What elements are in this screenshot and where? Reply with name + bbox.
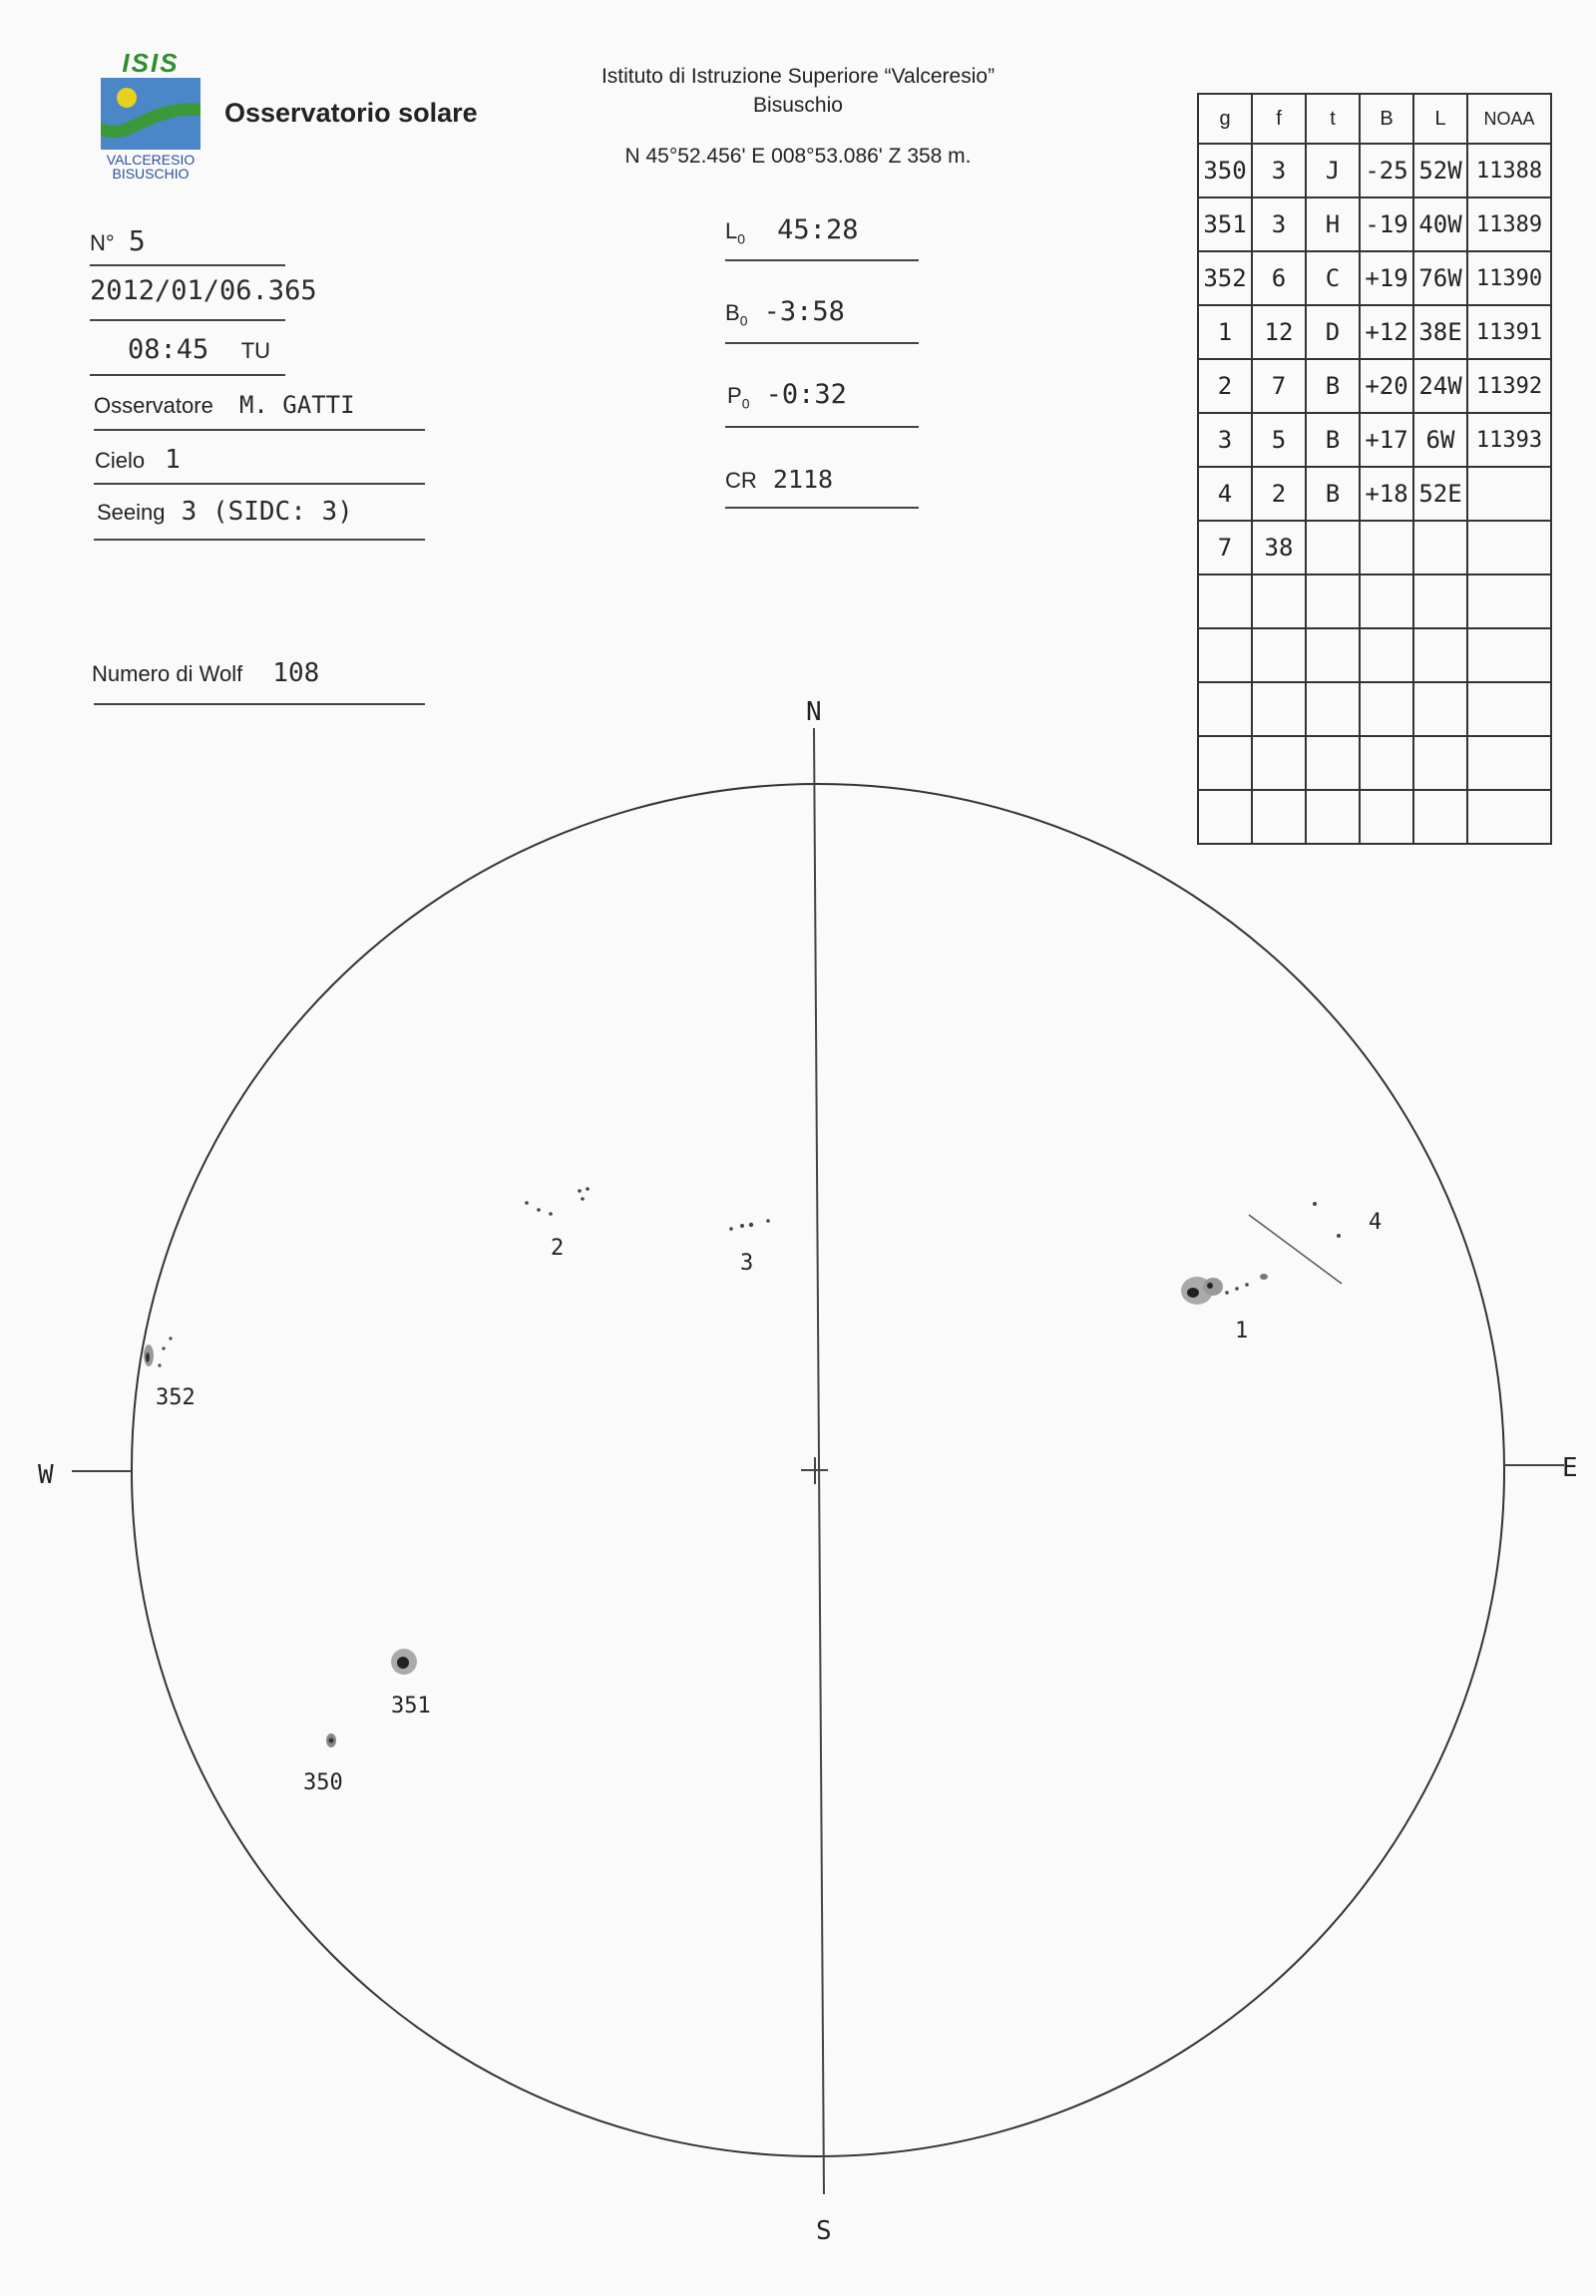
table-cell: 7 — [1198, 521, 1252, 574]
observatory-title: Osservatorio solare — [224, 98, 478, 128]
school-logo — [96, 48, 205, 182]
divider — [90, 264, 285, 266]
table-cell: 11389 — [1467, 197, 1551, 251]
b0-field — [725, 296, 845, 328]
group-label-351: 351 — [391, 1694, 431, 1719]
table-cell: 38E — [1413, 305, 1467, 359]
table-cell — [1306, 574, 1360, 628]
table-cell: 12 — [1252, 305, 1306, 359]
table-cell: 52W — [1413, 144, 1467, 197]
table-cell: +19 — [1360, 251, 1413, 305]
sunspot-group-351 — [391, 1649, 417, 1675]
table-cell: B — [1306, 359, 1360, 413]
header-noaa: NOAA — [1467, 94, 1551, 144]
table-cell: 3 — [1198, 413, 1252, 467]
table-cell: 4 — [1198, 467, 1252, 521]
observer-label: Osservatore — [94, 393, 213, 418]
table-cell: 11391 — [1467, 305, 1551, 359]
header-l: L — [1413, 94, 1467, 144]
table-row — [1198, 628, 1551, 682]
header-t: t — [1306, 94, 1360, 144]
sky-field — [95, 445, 181, 475]
table-cell: 38 — [1252, 521, 1306, 574]
table-cell: H — [1306, 197, 1360, 251]
header-g: g — [1198, 94, 1252, 144]
divider — [725, 259, 919, 261]
cr-label: CR — [725, 468, 757, 493]
table-row — [1198, 521, 1551, 574]
number-value: 5 — [128, 224, 146, 257]
p0-label: $P_0$ — [727, 383, 750, 412]
observer-field — [94, 391, 355, 419]
table-cell: +12 — [1360, 305, 1413, 359]
table-row — [1198, 574, 1551, 628]
time-unit: TU — [240, 338, 271, 363]
table-row — [1198, 413, 1551, 467]
divider — [725, 507, 919, 509]
table-cell: 6W — [1413, 413, 1467, 467]
l0-field — [725, 214, 858, 246]
date-value: 2012/01/06.365 — [90, 275, 317, 306]
table-cell — [1252, 628, 1306, 682]
table-cell: -19 — [1360, 197, 1413, 251]
logo-emblem-icon — [101, 78, 200, 150]
cr-field — [725, 465, 833, 494]
sunspot-group-4 — [1313, 1202, 1341, 1238]
table-row — [1198, 467, 1551, 521]
divider — [725, 342, 919, 344]
institute-name — [519, 62, 1077, 120]
table-cell: 1 — [1198, 305, 1252, 359]
group-4-axis-line — [1249, 1215, 1342, 1284]
divider — [90, 374, 285, 376]
table-cell: 3 — [1252, 144, 1306, 197]
table-cell: 76W — [1413, 251, 1467, 305]
table-cell — [1413, 574, 1467, 628]
table-row — [1198, 251, 1551, 305]
logo-subtitle-2: BISUSCHIO — [112, 166, 190, 182]
l0-label: $L_0$ — [725, 218, 746, 247]
logo-subtitle-1: VALCERESIO — [106, 152, 196, 168]
group-label-3: 3 — [740, 1251, 754, 1276]
table-cell: 3 — [1252, 197, 1306, 251]
table-header-row — [1198, 94, 1551, 144]
cr-value: 2118 — [772, 465, 834, 494]
seeing-value: 3 (SIDC: 3) — [181, 497, 353, 527]
table-cell: D — [1306, 305, 1360, 359]
group-label-350: 350 — [303, 1770, 343, 1795]
table-cell: 5 — [1252, 413, 1306, 467]
table-cell — [1198, 574, 1252, 628]
table-cell: 11392 — [1467, 359, 1551, 413]
south-label: S — [816, 2216, 832, 2246]
table-row — [1198, 144, 1551, 197]
table-cell: 351 — [1198, 197, 1252, 251]
table-cell: 40W — [1413, 197, 1467, 251]
observer-value: M. GATTI — [238, 391, 355, 419]
sky-value: 1 — [165, 445, 181, 475]
solar-disk-drawing — [0, 678, 1596, 2296]
seeing-label: Seeing — [97, 500, 166, 525]
table-cell — [1413, 628, 1467, 682]
l0-value: 45:28 — [777, 214, 859, 245]
west-label: W — [38, 1460, 54, 1490]
divider — [94, 539, 425, 541]
east-label: E — [1562, 1453, 1578, 1483]
seeing-field — [97, 497, 353, 527]
table-cell — [1413, 521, 1467, 574]
station-coordinates: N 45°52.456' E 008°53.086' Z 358 m. — [624, 145, 972, 168]
wolf-label: Numero di Wolf — [92, 661, 243, 686]
time-value: 08:45 — [128, 334, 209, 365]
table-cell — [1360, 521, 1413, 574]
b0-value: -3:58 — [763, 296, 845, 327]
table-cell: 7 — [1252, 359, 1306, 413]
table-row — [1198, 197, 1551, 251]
divider — [94, 429, 425, 431]
sky-label: Cielo — [95, 448, 146, 473]
table-row — [1198, 305, 1551, 359]
divider — [90, 319, 285, 321]
table-cell — [1467, 628, 1551, 682]
group-label-1: 1 — [1235, 1319, 1249, 1343]
table-cell: +20 — [1360, 359, 1413, 413]
institute-line-1: Istituto di Istruzione Superiore “Valceresio” — [600, 65, 996, 88]
institute-line-2: Bisuschio — [753, 94, 843, 117]
table-cell: 352 — [1198, 251, 1252, 305]
table-cell — [1467, 574, 1551, 628]
sunspot-group-2 — [525, 1187, 590, 1216]
sunspot-group-352 — [144, 1337, 173, 1366]
table-cell: 2 — [1198, 359, 1252, 413]
table-cell: 52E — [1413, 467, 1467, 521]
table-cell: 6 — [1252, 251, 1306, 305]
divider — [94, 483, 425, 485]
sunspot-group-3 — [729, 1219, 770, 1231]
table-row — [1198, 359, 1551, 413]
table-cell: -25 — [1360, 144, 1413, 197]
table-cell: B — [1306, 413, 1360, 467]
table-cell — [1467, 521, 1551, 574]
table-cell: 11388 — [1467, 144, 1551, 197]
table-cell: B — [1306, 467, 1360, 521]
table-cell — [1467, 467, 1551, 521]
table-cell: +18 — [1360, 467, 1413, 521]
group-label-352: 352 — [156, 1385, 196, 1410]
table-cell: 24W — [1413, 359, 1467, 413]
p0-value: -0:32 — [765, 379, 847, 410]
table-cell: 11393 — [1467, 413, 1551, 467]
table-cell: 11390 — [1467, 251, 1551, 305]
p0-field — [727, 379, 847, 411]
table-cell — [1306, 521, 1360, 574]
table-cell: 350 — [1198, 144, 1252, 197]
header-b: B — [1360, 94, 1413, 144]
group-label-2: 2 — [551, 1236, 565, 1261]
number-label: N° — [90, 230, 115, 255]
table-cell — [1360, 574, 1413, 628]
group-label-4: 4 — [1369, 1210, 1383, 1235]
table-cell: 2 — [1252, 467, 1306, 521]
table-cell — [1360, 628, 1413, 682]
number-field — [90, 224, 146, 257]
header-f: f — [1252, 94, 1306, 144]
logo-text: ISIS — [122, 48, 180, 78]
sunspot-group-1 — [1181, 1274, 1268, 1305]
time-field — [128, 334, 270, 365]
table-cell: C — [1306, 251, 1360, 305]
wolf-value: 108 — [272, 658, 320, 688]
sunspot-group-350 — [326, 1733, 336, 1747]
table-cell — [1306, 628, 1360, 682]
table-cell: J — [1306, 144, 1360, 197]
b0-label: $B_0$ — [725, 300, 748, 329]
north-label: N — [806, 697, 822, 727]
divider — [725, 426, 919, 428]
table-cell: +17 — [1360, 413, 1413, 467]
table-cell — [1198, 628, 1252, 682]
table-cell — [1252, 574, 1306, 628]
